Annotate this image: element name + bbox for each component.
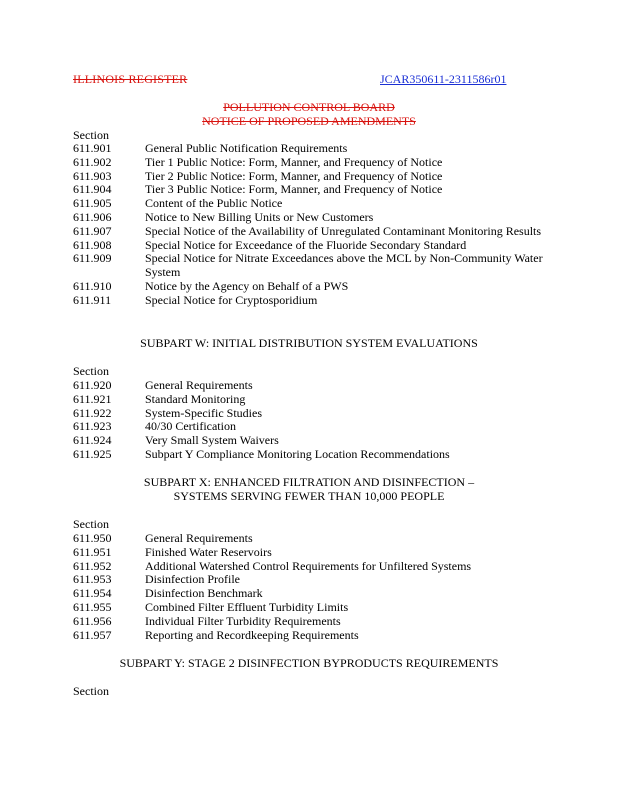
toc-row [73,294,553,308]
section-number: 611.956 [73,613,112,628]
section-number: 611.901 [73,141,112,155]
section-title: General Requirements [145,531,253,545]
toc-list-subpart-x [73,532,553,642]
section-number: 611.951 [73,544,112,559]
subpart-y-heading: SUBPART Y: STAGE 2 DISINFECTION BYPRODUCTS REQUIREMENTS [119,656,499,670]
toc-row [73,560,553,574]
toc-row [73,420,553,434]
toc-row [73,546,553,560]
section-title: Subpart Y Compliance Monitoring Location Recommendations [145,446,450,461]
toc-row [73,573,553,587]
toc-row [73,170,553,184]
section-number: 611.907 [73,223,112,238]
section-title: Individual Filter Turbidity Requirements [145,613,341,628]
toc-list-subpart-w [73,379,553,462]
section-title: Finished Water Reservoirs [145,544,272,559]
board-title: POLLUTION CONTROL BOARD [223,100,395,114]
section-title: Tier 1 Public Notice: Form, Manner, and Frequency of Notice [145,154,443,169]
section-number: 611.925 [73,446,112,461]
toc-row [73,183,553,197]
section-title: Content of the Public Notice [145,196,283,211]
section-number: 611.954 [73,586,112,601]
section-title: Tier 2 Public Notice: Form, Manner, and Frequency of Notice [145,168,443,183]
section-number: 611.920 [73,378,112,392]
section-label: Section [73,684,109,698]
toc-row [73,142,553,156]
section-title: Additional Watershed Control Requirements for Unfiltered Systems [145,558,472,573]
toc-row [73,393,553,407]
toc-row [73,532,553,546]
section-title: Reporting and Recordkeeping Requirements [145,627,359,642]
toc-row [73,239,553,253]
section-label: Section [73,517,109,531]
section-title: General Public Notification Requirements [145,141,348,155]
section-label: Section [73,364,109,378]
toc-row [73,587,553,601]
subpart-x-heading-line1: SUBPART X: ENHANCED FILTRATION AND DISINFECTION – [143,475,475,489]
toc-row [73,615,553,629]
section-number: 611.909 [73,251,112,266]
section-number: 611.903 [73,168,112,183]
section-number: 611.924 [73,433,112,448]
toc-row [73,434,553,448]
section-number: 611.923 [73,419,112,434]
section-number: 611.908 [73,237,112,252]
toc-list-public-notification [73,142,553,308]
section-number: 611.952 [73,558,112,573]
subpart-w-heading: SUBPART W: INITIAL DISTRIBUTION SYSTEM EVALUATIONS [140,336,478,350]
section-title: Special Notice for Exceedance of the Fluoride Secondary Standard [145,237,467,252]
section-label: Section [73,128,109,142]
jcar-reference-link[interactable]: JCAR350611-2311586r01 [380,72,507,86]
section-title: Disinfection Profile [145,572,240,587]
section-title: Very Small System Waivers [145,433,279,448]
toc-row [73,407,553,421]
section-title: General Requirements [145,378,253,392]
toc-row [73,211,553,225]
section-title: Special Notice for Nitrate Exceedances above the MCL by Non-Community Water System [145,251,543,280]
section-title: Notice to New Billing Units or New Customers [145,209,374,224]
section-number: 611.905 [73,196,112,211]
toc-row [73,156,553,170]
toc-row [73,601,553,615]
toc-row [73,379,553,393]
section-number: 611.955 [73,599,112,614]
section-title: Tier 3 Public Notice: Form, Manner, and Frequency of Notice [145,182,443,197]
section-title: Notice by the Agency on Behalf of a PWS [145,278,349,293]
section-number: 611.921 [73,391,112,406]
toc-row [73,448,553,462]
section-title: System-Specific Studies [145,405,262,420]
toc-row [73,225,553,239]
toc-row [73,629,553,643]
section-title: Special Notice of the Availability of Unregulated Contaminant Monitoring Results [145,223,542,238]
section-title: Special Notice for Cryptosporidium [145,292,318,307]
section-title: 40/30 Certification [145,419,236,434]
section-title: Standard Monitoring [145,391,246,406]
section-title: Combined Filter Effluent Turbidity Limits [145,599,349,614]
section-number: 611.902 [73,154,112,169]
section-number: 611.904 [73,182,112,197]
section-number: 611.957 [73,627,112,642]
subpart-x-heading-line2: SYSTEMS SERVING FEWER THAN 10,000 PEOPLE [173,489,445,503]
notice-title: NOTICE OF PROPOSED AMENDMENTS [202,114,416,128]
section-number: 611.911 [73,292,112,307]
toc-row [73,252,553,280]
section-number: 611.950 [73,531,112,545]
register-header: ILLINOIS REGISTER [73,72,188,86]
section-number: 611.953 [73,572,112,587]
toc-row [73,197,553,211]
section-number: 611.922 [73,405,112,420]
toc-row [73,280,553,294]
section-number: 611.906 [73,209,112,224]
section-number: 611.910 [73,278,112,293]
section-title: Disinfection Benchmark [145,586,263,601]
